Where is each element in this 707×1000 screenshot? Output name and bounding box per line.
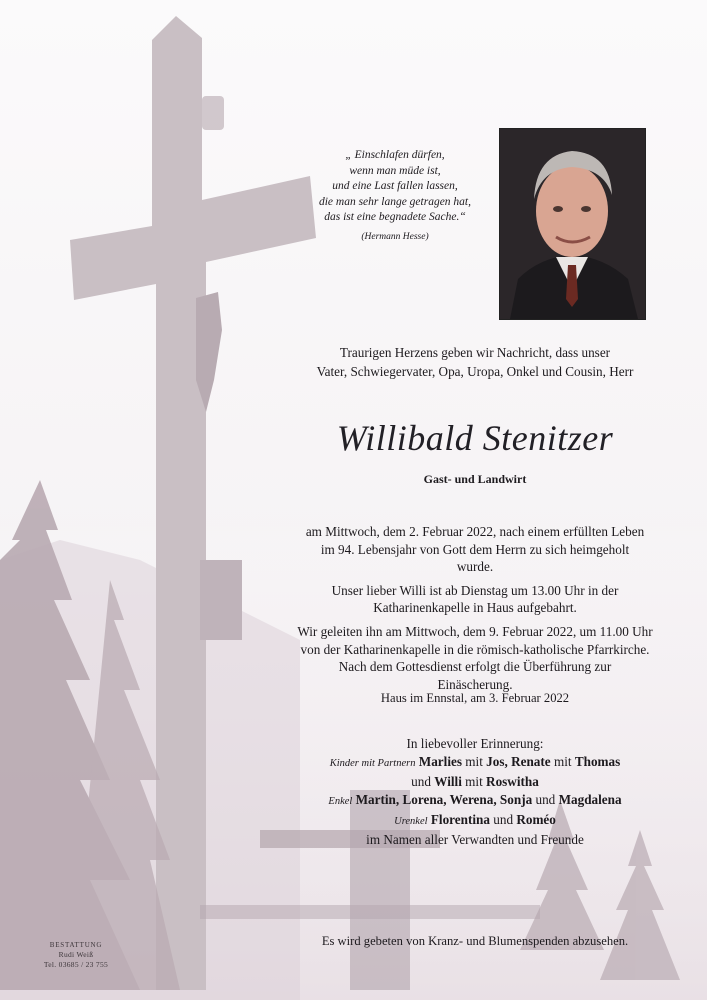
closing-line: im Namen aller Verwandten und Freunde [366,832,584,847]
connector: mit [465,754,483,769]
undertaker-owner: Rudi Weiß [58,950,94,959]
child-name: Willi [434,774,462,789]
connector: mit [465,774,483,789]
grandchildren-row [280,791,670,811]
text-line: Nach dem Gottesdienst erfolgt die Überführung zur [338,659,612,675]
connector: und [535,792,556,807]
grandchildren-names: Martin, Lorena, Werena, Sonja [355,792,533,807]
announcement-body [280,523,670,699]
grandchildren-label: Enkel [328,796,353,807]
undertaker-company: BESTATTUNG [49,941,103,949]
death-paragraph [280,523,670,576]
child-name: Marlies [418,754,462,769]
lying-in-state-paragraph [280,582,670,617]
text-line: Wir geleiten ihn am Mittwoch, dem 9. Februar 2022, um 11.00 Uhr [297,623,653,639]
great-grandchild-name: Roméo [516,812,556,827]
quote-line: und eine Last fallen lassen, [332,180,458,193]
mourners-list [280,735,670,849]
hesse-quote [300,148,490,246]
connector: mit [553,754,572,769]
children-row [280,753,670,773]
children-row [280,773,670,791]
place-date: Haus im Ennstal, am 3. Februar 2022 [380,691,570,705]
intro-text [280,343,670,381]
grandchild-name: Magdalena [558,792,622,807]
great-grandchildren-label: Urenkel [394,816,428,827]
portrait-illustration [500,129,645,319]
funeral-paragraph [280,623,670,693]
memory-heading: In liebevoller Erinnerung: [406,736,544,751]
great-grandchild-name: Florentina [430,812,490,827]
quote-line: wenn man müde ist, [349,164,441,177]
child-name: Roswitha [486,774,539,789]
undertaker-stamp [36,940,116,970]
child-name: Jos, Renate [486,754,551,769]
great-grandchildren-row [280,811,670,831]
quote-line: das ist eine begnadete Sache.“ [324,211,466,224]
portrait-photo [499,128,646,320]
quote-line: „ Einschlafen dürfen, [345,149,445,161]
children-label: Kinder mit Partnern [329,758,416,769]
quote-line: die man sehr lange getragen hat, [318,195,472,208]
donation-note: Es wird gebeten von Kranz- und Blumenspenden abzusehen. [321,934,629,948]
intro-line: Vater, Schwiegervater, Opa, Uropa, Onkel und Cousin, Herr [316,364,634,379]
text-line: wurde. [456,559,494,575]
text-line: Katharinenkapelle in Haus aufgebahrt. [373,600,577,616]
text-line: Unser lieber Willi ist ab Dienstag um 13.00 Uhr in der [331,582,619,598]
text-line: im 94. Lebensjahr von Gott dem Herrn zu sich heimgeholt [320,541,630,557]
text-line: Einäscherung. [437,676,513,692]
deceased-name: Willibald Stenitzer [336,418,614,458]
undertaker-phone: Tel. 03685 / 23 755 [43,960,109,969]
child-name: Thomas [574,754,621,769]
connector: und [411,774,431,789]
text-line: von der Katharinenkapelle in die römisch-katholische Pfarrkirche. [300,641,650,657]
intro-line: Traurigen Herzens geben wir Nachricht, dass unser [339,345,611,360]
connector: und [493,812,514,827]
text-line: am Mittwoch, dem 2. Februar 2022, nach einem erfüllten Leben [305,524,645,539]
deceased-profession: Gast- und Landwirt [423,472,527,486]
quote-author: (Hermann Hesse) [361,231,429,242]
